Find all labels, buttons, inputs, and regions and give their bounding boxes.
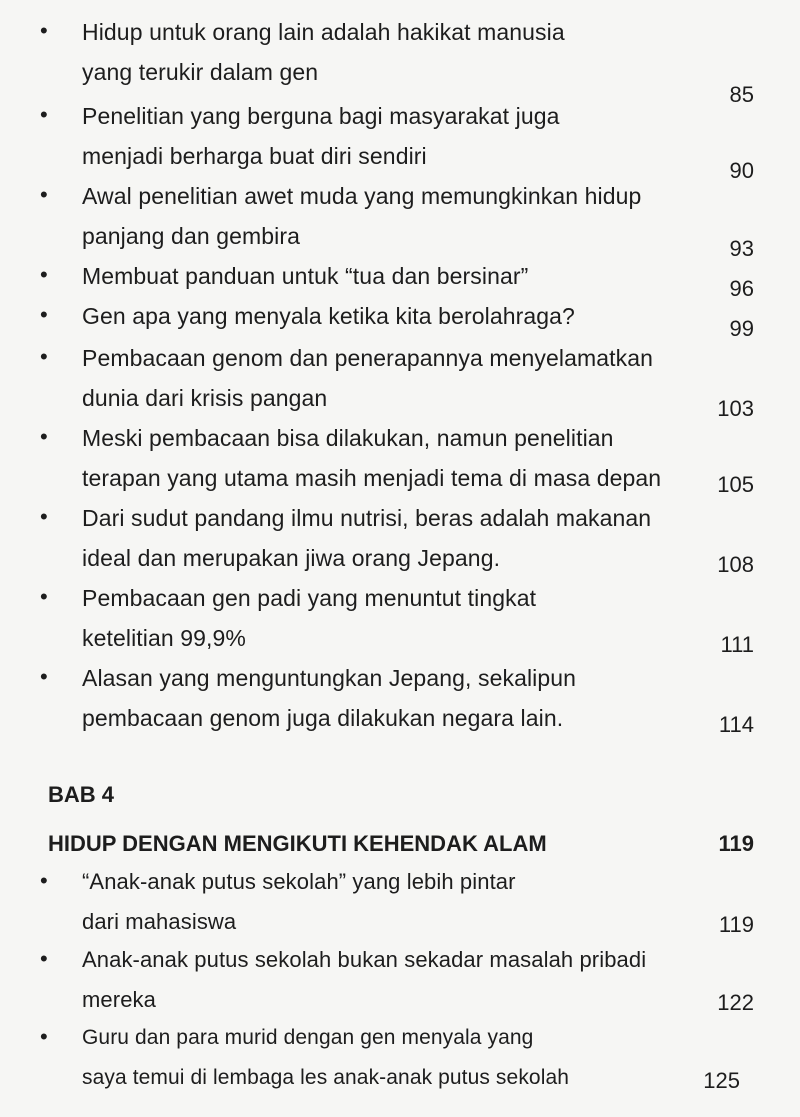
toc-entry-line: Anak-anak putus sekolah bukan sekadar masalah pribadi xyxy=(82,947,647,972)
toc-entry-line: Alasan yang menguntungkan Jepang, sekalipun xyxy=(82,665,577,691)
toc-entry-page: 103 xyxy=(717,396,754,421)
toc-entry-page: 114 xyxy=(718,712,754,737)
toc-entry-page: 125 xyxy=(703,1068,740,1093)
bullet: • xyxy=(40,182,48,207)
bullet: • xyxy=(40,102,48,127)
toc-entry-line: Dari sudut pandang ilmu nutrisi, beras adalah makanan xyxy=(82,505,652,531)
bullet: • xyxy=(40,946,48,971)
toc-entry-text xyxy=(82,658,682,738)
toc-entry-text xyxy=(82,418,742,498)
toc-entry-line: Awal penelitian awet muda yang memungkinkan hidup xyxy=(82,183,642,209)
toc-entry-page: 85 xyxy=(729,82,754,107)
toc-entry-text xyxy=(82,498,682,578)
bullet: • xyxy=(40,868,48,893)
toc-entry-line: terapan yang utama masih menjadi tema di masa depan xyxy=(82,465,662,491)
toc-entry-page: 96 xyxy=(729,276,754,301)
toc-entry-line: Pembacaan genom dan penerapannya menyelamatkan xyxy=(82,345,654,371)
toc-entry-line: menjadi berharga buat diri sendiri xyxy=(82,143,427,169)
toc-entry-line: panjang dan gembira xyxy=(82,223,301,249)
toc-entry-text xyxy=(82,862,682,942)
chapter-page: 119 xyxy=(718,831,754,856)
bullet: • xyxy=(40,262,48,287)
bullet: • xyxy=(40,1024,48,1049)
toc-entry-page: 122 xyxy=(717,990,754,1015)
toc-entry-text xyxy=(82,296,682,336)
toc-entry-page: 99 xyxy=(729,316,754,341)
bullet: • xyxy=(40,302,48,327)
chapter-label: BAB 4 xyxy=(48,782,115,807)
bullet: • xyxy=(40,344,48,369)
bullet: • xyxy=(40,504,48,529)
toc-entry-line: dari mahasiswa xyxy=(82,909,237,934)
toc-entry-line: “Anak-anak putus sekolah” yang lebih pintar xyxy=(82,869,516,894)
toc-entry-text xyxy=(82,12,682,92)
toc-entry-line: ketelitian 99,9% xyxy=(82,625,246,651)
toc-entry-line: saya temui di lembaga les anak-anak putus sekolah xyxy=(82,1066,570,1089)
toc-entry-text xyxy=(82,940,722,1020)
toc-entry-page: 119 xyxy=(718,912,754,937)
toc-entry-line: Meski pembacaan bisa dilakukan, namun penelitian xyxy=(82,425,614,451)
toc-entry-page: 93 xyxy=(729,236,754,261)
bullet: • xyxy=(40,18,48,43)
toc-entry-text xyxy=(82,1018,682,1098)
toc-entry-line: Guru dan para murid dengan gen menyala yang xyxy=(82,1026,534,1049)
toc-entry-page: 108 xyxy=(717,552,754,577)
toc-entry-page: 111 xyxy=(720,632,754,657)
toc-entry-line: yang terukir dalam gen xyxy=(82,59,319,85)
toc-entry-line: Penelitian yang berguna bagi masyarakat juga xyxy=(82,103,560,129)
toc-entry-line: Membuat panduan untuk “tua dan bersinar” xyxy=(82,263,529,289)
toc-entry-line: mereka xyxy=(82,987,156,1012)
toc-entry-text xyxy=(82,578,682,658)
toc-entry-page: 90 xyxy=(729,158,754,183)
toc-entry-line: Pembacaan gen padi yang menuntut tingkat xyxy=(82,585,537,611)
toc-entry-line: pembacaan genom juga dilakukan negara lain. xyxy=(82,705,564,731)
toc-entry-line: ideal dan merupakan jiwa orang Jepang. xyxy=(82,545,501,571)
toc-entry-text xyxy=(82,176,682,256)
toc-entry-line: dunia dari krisis pangan xyxy=(82,385,328,411)
toc-entry-text xyxy=(82,96,682,176)
toc-entry-text xyxy=(82,256,682,296)
toc-entry-line: Hidup untuk orang lain adalah hakikat manusia xyxy=(82,19,565,45)
toc-entry-text xyxy=(82,338,682,418)
bullet: • xyxy=(40,664,48,689)
toc-entry-page: 105 xyxy=(717,472,754,497)
chapter-title: HIDUP DENGAN MENGIKUTI KEHENDAK ALAM xyxy=(48,831,547,856)
bullet: • xyxy=(40,584,48,609)
bullet: • xyxy=(40,424,48,449)
toc-entry-line: Gen apa yang menyala ketika kita berolahraga? xyxy=(82,303,575,329)
